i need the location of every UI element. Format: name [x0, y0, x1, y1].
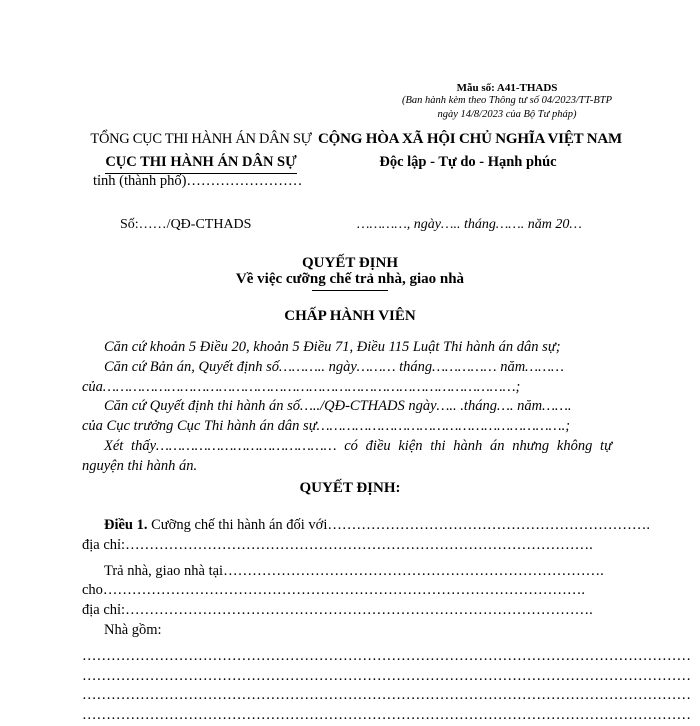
legal-basis — [82, 338, 612, 477]
dotted-line-4: ……………………………………………………………………………………………………………… — [82, 707, 691, 724]
document-date: …………, ngày….. tháng……. năm 20… — [357, 217, 582, 232]
agency-parent: TỔNG CỤC THI HÀNH ÁN DÂN SỰ — [90, 131, 312, 147]
dotted-line-1: ……………………………………………………………………………………………………………… — [82, 647, 691, 664]
agency-header — [72, 131, 330, 174]
articles — [82, 516, 691, 726]
recipient-line: cho………………………………………………………………………………………. — [82, 582, 586, 599]
handover-line: Trả nhà, giao nhà tại……………………………………………………………………. — [104, 562, 604, 579]
basis-judgment: Căn cứ Bản án, Quyết định số……….. ngày……… tháng…………… năm……… — [104, 358, 564, 375]
form-code: Mẫu số: A41-THADS — [456, 82, 558, 94]
basis-law: Căn cứ khoản 5 Điều 20, khoản 5 Điều 71, Điều 115 Luật Thi hành án dân sự; — [104, 339, 561, 355]
subtitle-underline — [312, 290, 388, 291]
basis-consideration: Xét thấy…………………………………… có điều kiện thi hành án nhưng không tự nguyện thi hành án. — [82, 437, 612, 474]
national-header — [318, 131, 622, 171]
decision-heading: QUYẾT ĐỊNH: — [299, 480, 401, 496]
dotted-line-2: ……………………………………………………………………………………………………………… — [82, 667, 691, 684]
province-line: tỉnh (thành phố)…………………… — [93, 173, 303, 189]
dotted-line-3: ……………………………………………………………………………………………………………… — [82, 687, 691, 704]
document-title: QUYẾT ĐỊNH — [302, 255, 398, 271]
form-note-line1: (Ban hành kèm theo Thông tư số 04/2023/TT-BTP — [402, 95, 612, 106]
address-line-2: địa chỉ:……………………………………………………………………………………. — [82, 602, 593, 619]
basis-judgment-issuer: của……………………………………………………………………………………; — [82, 378, 521, 395]
article-1-text: Cưỡng chế thi hành án đối với…………………………………………………………. — [147, 517, 650, 533]
form-code-block — [402, 82, 612, 122]
form-note-line2: ngày 14/8/2023 của Bộ Tư pháp) — [437, 109, 577, 120]
address-line-1: địa chỉ:……………………………………………………………………………………. — [82, 536, 593, 553]
house-includes: Nhà gồm: — [104, 621, 162, 638]
nation-name: CỘNG HÒA XÃ HỘI CHỦ NGHĨA VIỆT NAM — [318, 131, 622, 147]
document-number: Số:……/QĐ-CTHADS — [120, 217, 252, 232]
agency-name: CỤC THI HÀNH ÁN DÂN SỰ — [105, 154, 296, 174]
basis-enforcement-issuer: của Cục trưởng Cục Thi hành án dân sự………………………………………………….; — [82, 418, 571, 435]
national-motto: Độc lập - Tự do - Hạnh phúc — [379, 154, 557, 170]
article-1-label: Điều 1. — [104, 517, 148, 533]
document-subtitle: Về việc cưỡng chế trả nhà, giao nhà — [235, 271, 465, 287]
basis-enforcement-decision: Căn cứ Quyết định thi hành án số…../QĐ-CTHADS ngày….. .tháng…. năm……. — [104, 398, 572, 415]
article-1 — [82, 516, 650, 536]
executor-heading: CHẤP HÀNH VIÊN — [284, 308, 416, 324]
